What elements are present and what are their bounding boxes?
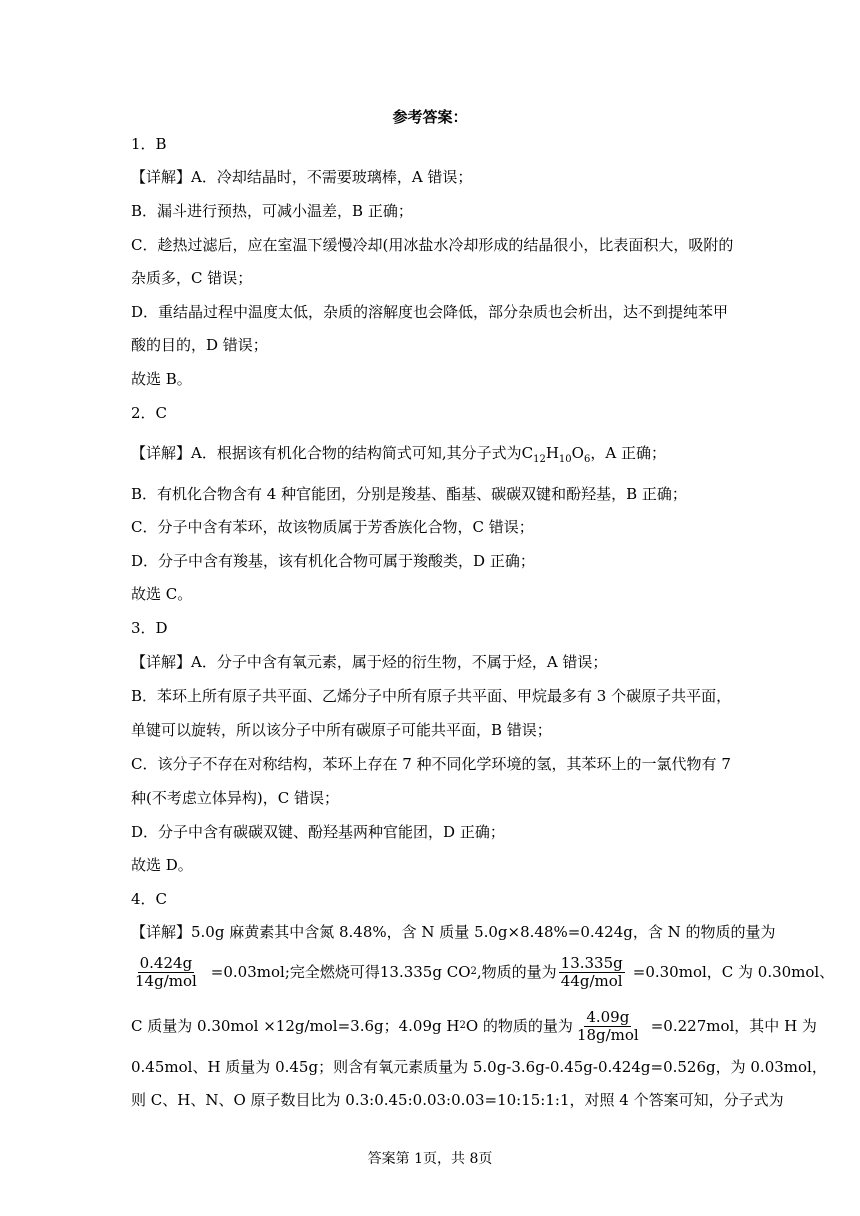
q3-line-3: 单键可以旋转，所以该分子中所有碳原子可能共平面，B 错误； — [131, 721, 552, 739]
q2-line-1: 【详解】A．根据该有机化合物的结构简式可知,其分子式为$C_{12}H_{10}O_6$，A 正确； — [131, 444, 666, 465]
q1-line-7: 故选 B。 — [131, 370, 192, 388]
q1-line-4: 杂质多，C 错误； — [131, 269, 253, 287]
q2-line-5: 故选 C。 — [131, 585, 193, 603]
q2-line-4: D．分子中含有羧基，该有机化合物可属于羧酸类，D 正确； — [131, 552, 535, 570]
q1-line-1: 【详解】A．冷却结晶时，不需要玻璃棒，A 错误； — [131, 168, 473, 186]
q1-line-5: D．重结晶过程中温度太低，杂质的溶解度也会降低，部分杂质也会析出，达不到提纯苯甲 — [131, 303, 729, 321]
q3-line-6: D．分子中含有碳碳双键、酚羟基两种官能团，D 正确； — [131, 823, 505, 841]
q3-line-2: B．苯环上所有原子共平面、乙烯分子中所有原子共平面、甲烷最多有 3 个碳原子共平面， — [131, 687, 732, 705]
q4-line-2: $\frac{0.424g}{\text{14g/mol}}$ =0.03mol;完全燃烧可得13.335g CO 2 ,物质的量为 $\frac{13.335g}{\text{44g/mol}}$ =0.30mol，C 为 0.30mol、 — [135, 953, 835, 990]
q4-number: 4．C — [131, 890, 168, 908]
q1-number: 1．B — [131, 135, 167, 153]
molecular-formula: $C_{12}H_{10}O_6$ — [521, 444, 591, 465]
q4-line-4: 0.45mol、H 质量为 0.45g；则含有氧元素质量为 5.0g-3.6g-0.45g-0.424g=0.526g，为 0.03mol， — [131, 1058, 827, 1076]
q2-line-2: B．有机化合物含有 4 种官能团，分别是羧基、酯基、碳碳双键和酚羟基，B 正确； — [131, 485, 687, 503]
q3-number: 3．D — [131, 619, 168, 637]
page-title: 参考答案： — [392, 108, 468, 126]
q1-line-2: B．漏斗进行预热，可减小温差，B 正确； — [131, 202, 413, 220]
q3-line-4: C．该分子不存在对称结构，苯环上存在 7 种不同化学环境的氢，其苯环上的一氯代物有 7 — [131, 755, 731, 773]
q3-line-1: 【详解】A．分子中含有氧元素，属于烃的衍生物，不属于烃，A 错误； — [131, 653, 608, 671]
fraction-h2o-moles: $\frac{4.09g}{\text{18g/mol}}$ — [576, 1007, 639, 1044]
q3-line-7: 故选 D。 — [131, 856, 193, 874]
q2-line-3: C．分子中含有苯环，故该物质属于芳香族化合物，C 错误； — [131, 518, 534, 536]
q3-line-5: 种(不考虑立体异构)，C 错误； — [131, 789, 339, 807]
q4-line-1: 【详解】5.0g 麻黄素其中含氮 8.48%，含 N 质量 5.0g×8.48%=0.424g，含 N 的物质的量为 — [131, 923, 776, 941]
page-footer: 答案第 1页，共 8页 — [367, 1151, 493, 1167]
q4-line-3: C 质量为 0.30mol ×12g/mol=3.6g；4.09g H 2 O 的物质的量为 $\frac{4.09g}{\text{18g/mol}}$ =0.227mol，其中 H 为 — [131, 1007, 817, 1044]
fraction-n-moles: $\frac{0.424g}{\text{14g/mol}}$ — [135, 953, 197, 990]
q2-number: 2．C — [131, 404, 168, 422]
q1-line-3: C．趁热过滤后，应在室温下缓慢冷却(用冰盐水冷却形成的结晶很小，比表面积大，吸附的 — [131, 236, 734, 254]
fraction-co2-moles: $\frac{13.335g}{\text{44g/mol}}$ — [560, 953, 623, 990]
q1-line-6: 酸的目的，D 错误； — [131, 336, 268, 354]
q4-line-5: 则 C、H、N、O 原子数目比为 0.3:0.45:0.03:0.03=10:15:1:1，对照 4 个答案可知，分子式为 — [131, 1091, 784, 1109]
